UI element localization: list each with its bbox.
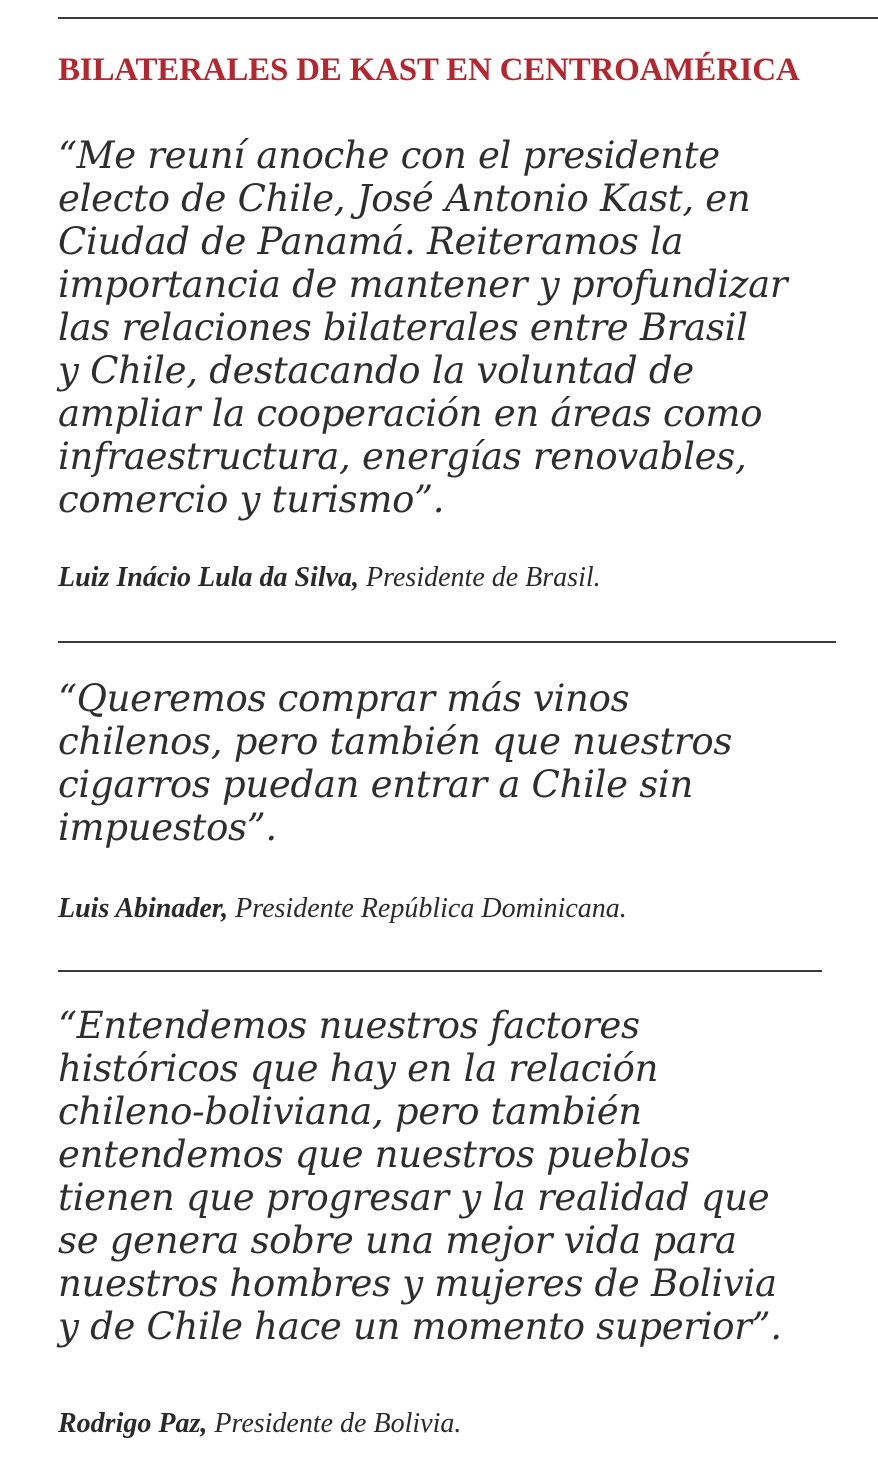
- top-divider: [58, 17, 878, 19]
- divider: [58, 641, 836, 643]
- quote-lula: “Me reuní anoche con el presidente electo de Chile, José Antonio Kast, en Ciudad de Panamá. Reiteramos la importancia de mantener y profundizar las relaciones bilaterales entre Brasil y Chile, destacando la voluntad de ampliar la cooperación en áreas como infraestructura, energías renovables, comercio y turismo”.: [58, 134, 788, 521]
- speaker-name: Luiz Inácio Lula da Silva,: [58, 562, 360, 593]
- speaker-role: Presidente de Brasil.: [359, 562, 601, 593]
- attribution-lula: [58, 562, 601, 594]
- attribution-abinader: [58, 893, 627, 925]
- speaker-name: Rodrigo Paz,: [58, 1408, 208, 1439]
- attribution-paz: [58, 1408, 461, 1440]
- speaker-role: Presidente República Dominicana.: [228, 893, 627, 924]
- quote-abinader: “Queremos comprar más vinos chilenos, pero también que nuestros cigarros puedan entrar a Chile sin impuestos”.: [58, 677, 733, 849]
- speaker-role: Presidente de Bolivia.: [207, 1408, 462, 1439]
- divider: [58, 970, 822, 972]
- quote-paz: “Entendemos nuestros factores históricos que hay en la relación chileno-boliviana, pero también entendemos que nuestros pueblos tienen que progresar y la realidad que se genera sobre una mejor vida para nuestros hombres y mujeres de Bolivia y de Chile hace un momento superior”.: [58, 1004, 782, 1348]
- speaker-name: Luis Abinader,: [58, 893, 229, 924]
- section-kicker: BILATERALES DE KAST EN CENTROAMÉRICA: [58, 52, 800, 88]
